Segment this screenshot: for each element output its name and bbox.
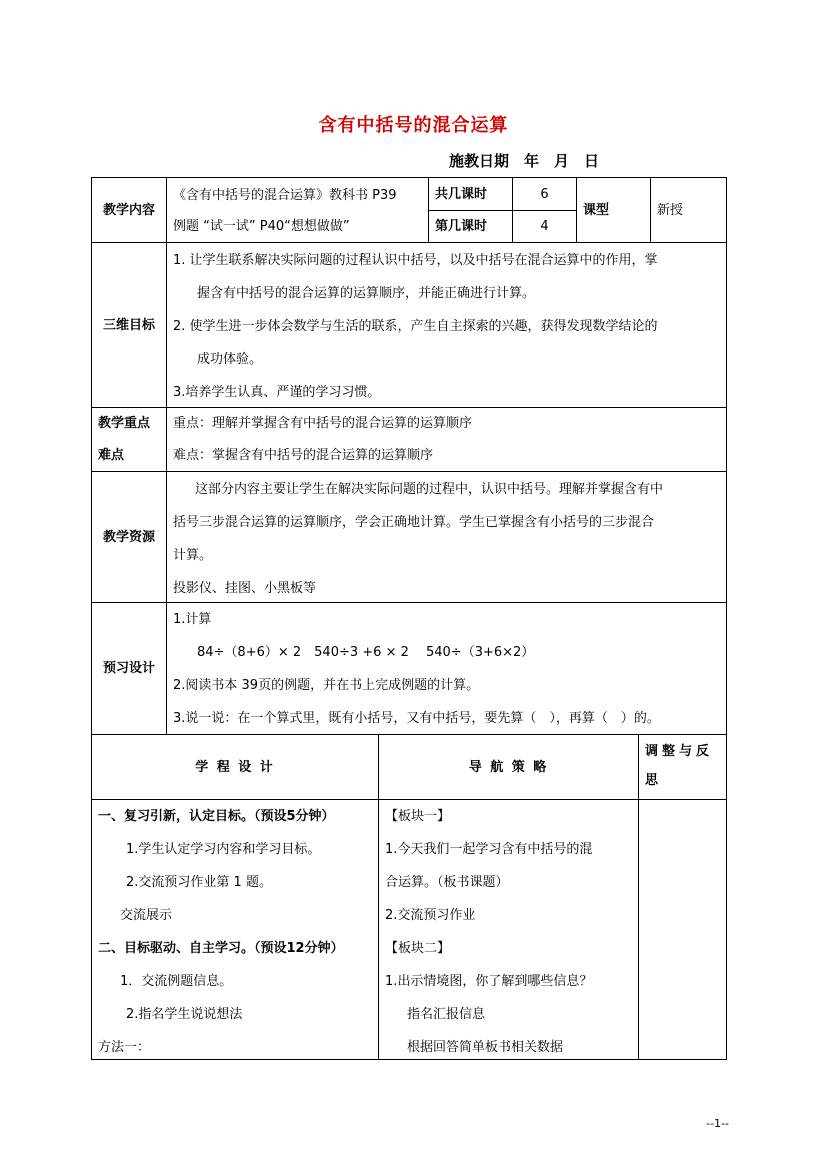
difficult-point: 难点：掌握含有中括号的混合运算的运算顺序 [173,448,434,463]
content-cell [166,177,429,243]
block-2-item-2: 指名汇报信息 [407,1007,486,1022]
process-mid-cell [378,799,639,1060]
difficult-label: 难点 [98,448,125,463]
document-title: 含有中括号的混合运算 [318,115,509,136]
goal-2: 2. 使学生进一步体会数学与生活的联系，产生自主探索的兴趣，获得发现数学结论的 [173,319,658,334]
resources-p3: 计算。 [173,548,213,563]
page-number: --1-- [706,1117,729,1130]
resources-p4: 投影仪、挂图、小黑板等 [173,581,317,596]
process-right-cell [638,799,727,1060]
key-points-cell [166,407,727,472]
teaching-date: 施教日期 年 月 日 [449,152,600,170]
nth-lesson-value: 4 [512,210,577,243]
step-1-item-2: 2.交流预习作业第 1 题。 [126,875,272,890]
total-lessons-label: 共几课时 [428,177,513,211]
preview-cell [166,602,727,735]
process-header-left: 学 程 设 计 [91,734,379,800]
block-1-item-1: 1.今天我们一起学习含有中括号的混 [385,842,593,857]
preview-1: 1.计算 [173,612,212,627]
step-1-heading: 一、复习引新，认定目标。（预设5分钟） [98,809,335,824]
content-line-2: 例题 “试一试” P40“想想做做” [173,219,350,234]
resources-p2: 括号三步混合运算的运算顺序，学会正确地计算。学生已掌握含有小括号的三步混合 [173,515,655,530]
goal-1: 1. 让学生联系解决实际问题的过程认识中括号，以及中括号在混合运算中的作用，掌 [173,253,658,268]
step-2-item-1: 1．交流例题信息。 [120,974,233,989]
resources-label: 教学资源 [91,471,167,603]
process-header-mid: 导 航 策 略 [378,734,639,800]
resources-cell [166,471,727,603]
lesson-type-value: 新授 [650,177,727,243]
block-1-item-2: 2.交流预习作业 [385,908,476,923]
block-1-heading: 【板块一】 [385,809,451,824]
key-label: 教学重点 [98,416,151,431]
step-2-heading: 二、目标驱动、自主学习。（预设12分钟） [98,941,344,956]
preview-2: 2.阅读书本 39页的例题，并在书上完成例题的计算。 [173,678,480,693]
key-point: 重点：理解并掌握含有中括号的混合运算的运算顺序 [173,416,473,431]
step-2-item-2: 2.指名学生说说想法 [126,1007,243,1022]
step-2-item-3: 方法一： [98,1040,151,1055]
block-2-heading: 【板块二】 [385,941,451,956]
goal-3: 3.培养学生认真、严谨的学习习惯。 [173,385,381,400]
nth-lesson-label: 第几课时 [428,210,513,243]
block-2-item-1: 1.出示情境图，你了解到哪些信息？ [385,974,593,989]
block-2-item-3: 根据回答简单板书相关数据 [407,1040,564,1055]
goal-1-cont: 握含有中括号的混合运算的运算顺序，并能正确进行计算。 [197,286,536,301]
step-1-item-1: 1.学生认定学习内容和学习目标。 [126,842,321,857]
goals-cell [166,242,727,408]
process-header-right: 调整与反思 [638,734,727,800]
key-points-label [91,407,167,472]
preview-expressions: 84÷（8+6）× 2 540÷3 +6 × 2 540÷（3+6×2） [197,645,535,660]
preview-3: 3.说一说：在一个算式里，既有小括号，又有中括号，要先算（ ），再算（ ）的。 [173,711,660,726]
resources-p1: 这部分内容主要让学生在解决实际问题的过程中，认识中括号。理解并掌握含有中 [195,482,664,497]
total-lessons-value: 6 [512,177,577,211]
step-1-item-3: 交流展示 [120,908,173,923]
content-line-1: 《含有中括号的混合运算》教科书 P39 [173,188,397,203]
goal-2-cont: 成功体验。 [197,352,263,367]
lesson-type-label: 课型 [576,177,651,243]
process-left-cell [91,799,379,1060]
preview-label: 预习设计 [91,602,167,735]
goals-label: 三维目标 [91,242,167,408]
content-label: 教学内容 [91,177,167,243]
block-1-item-1-cont: 合运算。（板书课题） [385,875,509,890]
